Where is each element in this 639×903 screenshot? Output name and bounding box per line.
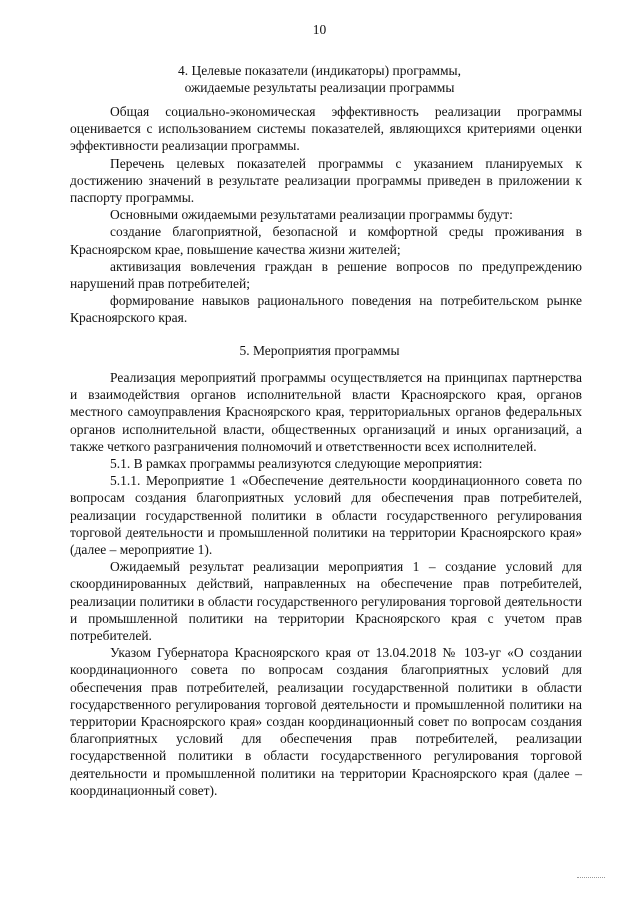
section-4-body — [70, 103, 582, 327]
section-5-heading — [0, 342, 639, 359]
section-5-body — [70, 369, 582, 799]
paragraph: активизация вовлечения граждан в решение вопросов по предупреждению нарушений прав потребителей; — [70, 258, 582, 292]
paragraph: Перечень целевых показателей программы с указанием планируемых к достижению значений в результате реализации программы приведен в приложении к паспорту программы. — [70, 155, 582, 206]
paragraph: Ожидаемый результат реализации мероприятия 1 – создание условий для скоординированных действий, направленных на обеспечение прав потребителей, реализации политики в области государственного регулирования торговой деятельности и промышленной политики на территории Красноярского края с учетом прав потребителей. — [70, 559, 582, 644]
paragraph: Указом Губернатора Красноярского края от 13.04.2018 № 103-уг «О создании координационного совета по вопросам создания благоприятных условий для обеспечения прав потребителей, реализации государственной политики в области государственного регулирования торговой деятельности и промышленной политики на территории Красноярского края» создан координационный совет по вопросам создания благоприятных условий для обеспечения прав потребителей, реализации государственной политики в области государственного регулирования торговой деятельности и промышленной политики на территории Красноярского края (далее – координационный совет). — [70, 645, 582, 798]
section-5-title: 5. Мероприятия программы — [239, 343, 400, 358]
paragraph: создание благоприятной, безопасной и комфортной среды проживания в Красноярском крае, повышение качества жизни жителей; — [70, 224, 582, 257]
page-number: 10 — [312, 22, 327, 37]
paragraph: 5.1.1. Мероприятие 1 «Обеспечение деятельности координационного совета по вопросам создания благоприятных условий для обеспечения прав потребителей, реализации государственной политики в области государственного регулирования торговой деятельности и промышленной политики на территории Красноярского края» (далее – мероприятие 1). — [70, 473, 582, 558]
paragraph: Основными ожидаемыми результатами реализации программы будут: — [110, 207, 513, 223]
paragraph: 5.1. В рамках программы реализуются следующие мероприятия: — [110, 456, 483, 472]
section-4-title-line-2: ожидаемые результаты реализации программы — [184, 80, 455, 95]
section-4-heading — [0, 62, 639, 96]
paragraph: формирование навыков рационального поведения на потребительском рынке Красноярского края. — [70, 293, 582, 326]
paragraph: Общая социально-экономическая эффективность реализации программы оценивается с использованием системы показателей, являющихся критериями оценки эффективности реализации программы. — [70, 104, 582, 154]
scan-mark — [577, 873, 605, 878]
paragraph: Реализация мероприятий программы осуществляется на принципах партнерства и взаимодействия органов исполнительной власти Красноярского края, органов местного самоуправления Красноярского края, территориальных органов федеральных органов исполнительной власти, общественных организаций и иных организаций, а также четкого разграничения полномочий и ответственности всех исполнителей. — [70, 370, 582, 454]
section-4-title-line-1: 4. Целевые показатели (индикаторы) программы, — [177, 63, 462, 78]
